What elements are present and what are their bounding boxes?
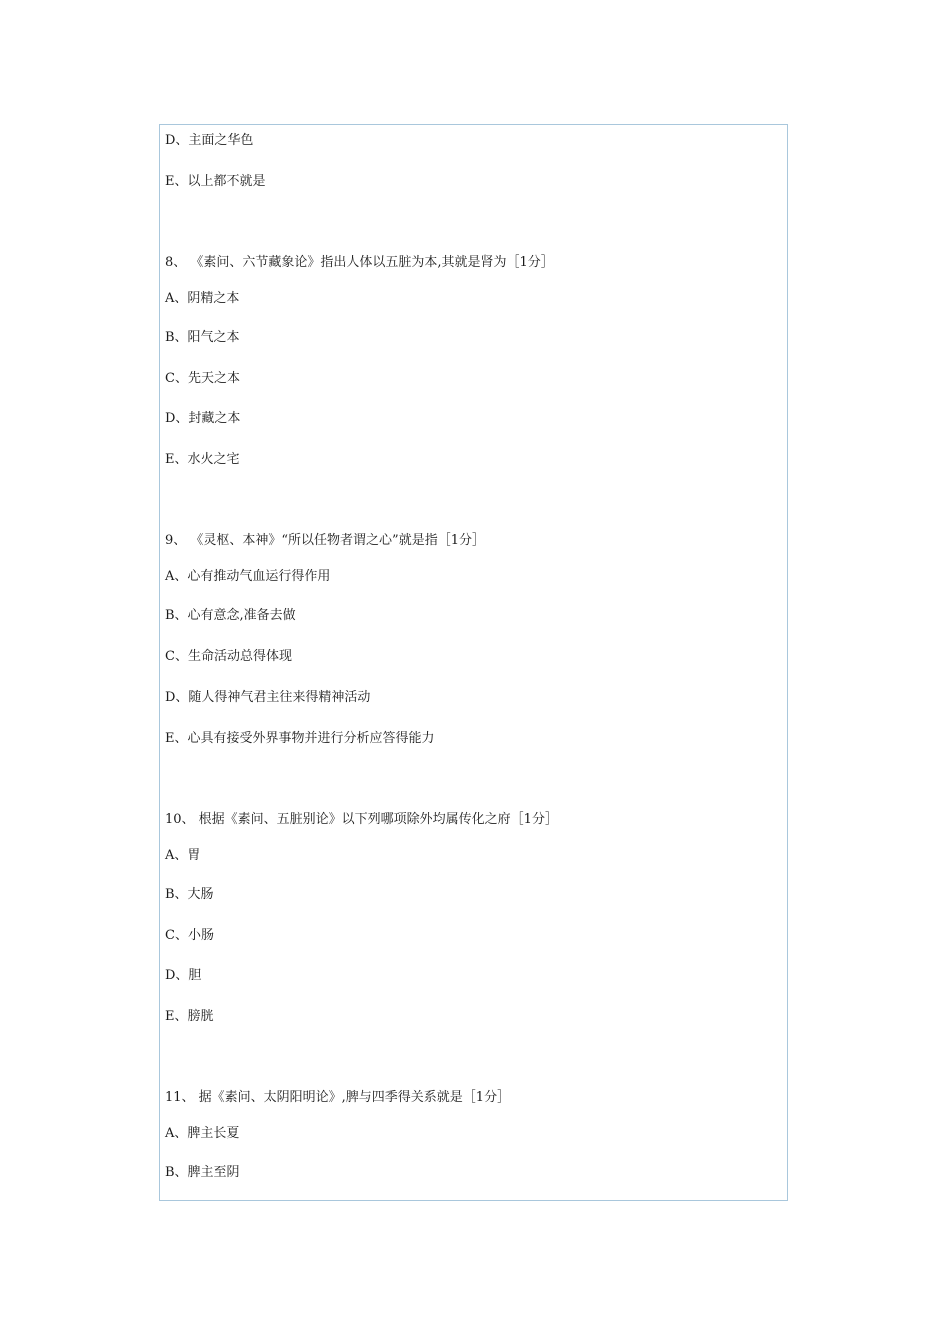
option-11b: B、脾主至阴 xyxy=(165,1165,240,1180)
option-8c: C、先天之本 xyxy=(165,371,240,386)
option-11a: A、脾主长夏 xyxy=(165,1126,240,1141)
option-8b: B、阳气之本 xyxy=(165,330,240,345)
option-9c: C、生命活动总得体现 xyxy=(165,649,292,664)
option-10e: E、膀胱 xyxy=(165,1009,214,1024)
option-10a: A、胃 xyxy=(165,848,201,863)
option-8d: D、封藏之本 xyxy=(165,411,241,426)
question-10-stem: 10、 根据《素问、五脏别论》以下列哪项除外均属传化之府［1分］ xyxy=(165,812,558,827)
option-9e: E、心具有接受外界事物并进行分析应答得能力 xyxy=(165,731,435,746)
option-10c: C、小肠 xyxy=(165,928,214,943)
question-8-stem: 8、 《素问、六节藏象论》指出人体以五脏为本,其就是肾为［1分］ xyxy=(165,255,554,270)
option-10d: D、胆 xyxy=(165,968,202,983)
question-9-stem: 9、 《灵枢、本神》“所以任物者谓之心”就是指［1分］ xyxy=(165,533,485,548)
option-9b: B、心有意念,准备去做 xyxy=(165,608,296,623)
option-7e: E、以上都不就是 xyxy=(165,174,266,189)
option-7d: D、主面之华色 xyxy=(165,133,254,148)
question-11-stem: 11、 据《素问、太阴阳明论》,脾与四季得关系就是［1分］ xyxy=(165,1090,511,1105)
option-10b: B、大肠 xyxy=(165,887,214,902)
option-8a: A、阴精之本 xyxy=(165,291,240,306)
option-8e: E、水火之宅 xyxy=(165,452,240,467)
document-page xyxy=(159,124,788,1201)
option-9d: D、随人得神气君主往来得精神活动 xyxy=(165,690,371,705)
option-9a: A、心有推动气血运行得作用 xyxy=(165,569,331,584)
